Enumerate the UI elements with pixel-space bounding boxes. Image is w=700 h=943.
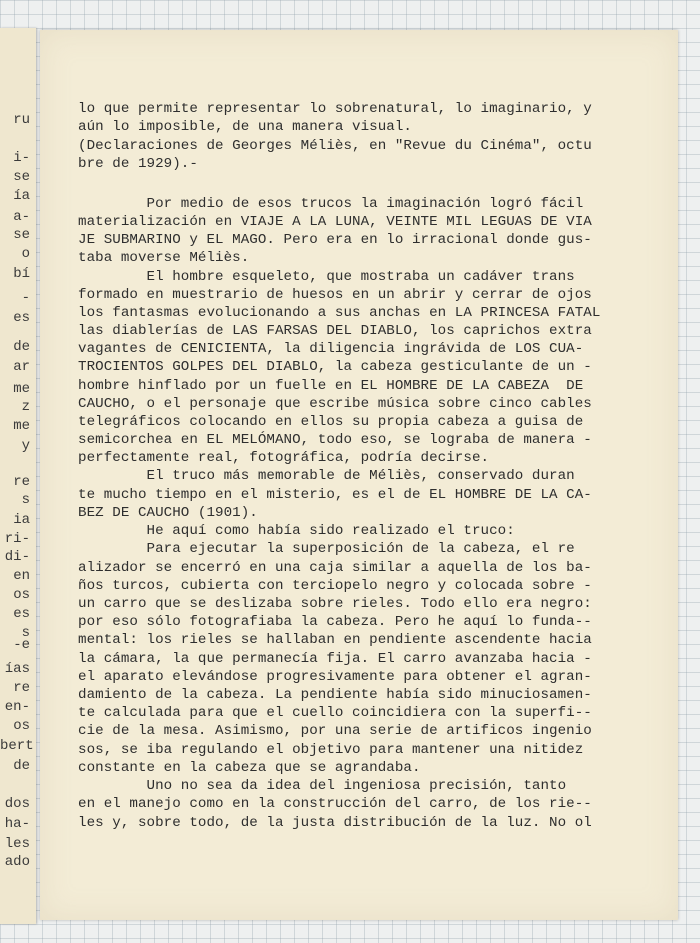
margin-fragment: ru bbox=[13, 112, 30, 128]
text-line: formado en muestrario de huesos en un abrir y cerrar de ojos bbox=[78, 287, 592, 303]
text-line: Uno no sea da idea del ingeniosa precisión, tanto bbox=[78, 778, 567, 794]
margin-fragment: es bbox=[13, 310, 30, 326]
margin-fragment: s bbox=[21, 492, 30, 508]
text-line: las diablerías de LAS FARSAS DEL DIABLO, los caprichos extra bbox=[78, 323, 592, 339]
margin-fragment: bí bbox=[13, 266, 30, 282]
text-line: bre de 1929).- bbox=[78, 156, 198, 172]
margin-fragment: bert bbox=[0, 738, 34, 754]
margin-fragment: -e bbox=[13, 637, 30, 653]
margin-fragment: z bbox=[21, 399, 30, 415]
text-line: cie de la mesa. Asimismo, por una serie de artificos ingenio bbox=[78, 723, 592, 739]
text-line: les y, sobre todo, de la justa distribución de la luz. No ol bbox=[78, 815, 592, 831]
margin-fragment: me bbox=[13, 381, 30, 397]
text-line: lo que permite representar lo sobrenatural, lo imaginario, y bbox=[78, 101, 592, 117]
margin-fragment: en- bbox=[4, 699, 30, 715]
margin-fragment: ri- bbox=[4, 531, 30, 547]
margin-fragment: o bbox=[21, 246, 30, 262]
margin-fragment: de bbox=[13, 758, 30, 774]
margin-fragment: s bbox=[21, 625, 30, 641]
margin-fragment: i- bbox=[13, 150, 30, 166]
text-line: mental: los rieles se hallaban en pendiente ascendente hacia bbox=[78, 632, 592, 648]
text-line: JE SUBMARINO y EL MAGO. Pero era en lo irracional donde gus- bbox=[78, 232, 592, 248]
margin-fragment: dos bbox=[4, 796, 30, 812]
text-line: los fantasmas evolucionando a sus anchas en LA PRINCESA FATAL bbox=[78, 305, 601, 321]
text-line: El truco más memorable de Méliès, conservado duran bbox=[78, 468, 575, 484]
margin-fragment: y bbox=[21, 438, 30, 454]
text-line: la cámara, la que permanecía fija. El carro avanzaba hacia - bbox=[78, 651, 592, 667]
text-line: Por medio de esos trucos la imaginación logró fácil bbox=[78, 196, 584, 212]
text-line: en el manejo como en la construcción del carro, de los rie-- bbox=[78, 796, 592, 812]
margin-fragment: me bbox=[13, 418, 30, 434]
text-line: perfectamente real, fotográfica, podría decirse. bbox=[78, 450, 490, 466]
text-line: hombre hinflado por un fuelle en EL HOMBRE DE LA CABEZA DE bbox=[78, 378, 584, 394]
text-line: el aparato elevándose progresivamente para obtener el agran- bbox=[78, 669, 592, 685]
margin-fragment: se bbox=[13, 169, 30, 185]
margin-fragment: ar bbox=[13, 359, 30, 375]
margin-fragment: de bbox=[13, 339, 30, 355]
text-line: constante en la cabeza que se agrandaba. bbox=[78, 760, 421, 776]
text-line: Para ejecutar la superposición de la cabeza, el re bbox=[78, 541, 575, 557]
margin-fragment: ías bbox=[4, 661, 30, 677]
margin-fragment: ha- bbox=[4, 816, 30, 832]
margin-fragment: a- bbox=[13, 209, 30, 225]
margin-fragment: ado bbox=[4, 854, 30, 870]
margin-fragment: es bbox=[13, 606, 30, 622]
text-line: te calculada para que el cuello coincidiera con la superfi-- bbox=[78, 705, 592, 721]
text-line: TROCIENTOS GOLPES DEL DIABLO, la cabeza gesticulante de un - bbox=[78, 359, 592, 375]
text-line: damiento de la cabeza. La pendiente había sido minuciosamen- bbox=[78, 687, 592, 703]
margin-fragment: en bbox=[13, 568, 30, 584]
text-line: telegráficos colocando en ellos su propia cabeza a guisa de bbox=[78, 414, 584, 430]
text-line: semicorchea en EL MELÓMANO, todo eso, se lograba de manera - bbox=[78, 432, 592, 448]
typewritten-page bbox=[40, 30, 678, 920]
text-line: ños turcos, cubierta con terciopelo negro y colocada sobre - bbox=[78, 578, 592, 594]
margin-fragment: les bbox=[4, 836, 30, 852]
text-line: materialización en VIAJE A LA LUNA, VEINTE MIL LEGUAS DE VIA bbox=[78, 214, 592, 230]
margin-fragment: re bbox=[13, 474, 30, 490]
text-line: por eso sólo fotografiaba la cabeza. Pero he aquí lo funda-- bbox=[78, 614, 592, 630]
margin-fragment: di- bbox=[4, 549, 30, 565]
text-line: He aquí como había sido realizado el truco: bbox=[78, 523, 515, 539]
margin-fragment: ia bbox=[13, 512, 30, 528]
text-line: alizador se encerró en una caja similar a aquella de los ba- bbox=[78, 560, 592, 576]
margin-fragment: re bbox=[13, 680, 30, 696]
previous-page-edge bbox=[0, 28, 36, 924]
text-line: El hombre esqueleto, que mostraba un cadáver trans bbox=[78, 269, 575, 285]
text-line: (Declaraciones de Georges Méliès, en "Revue du Cinéma", octu bbox=[78, 138, 592, 154]
margin-fragment: - bbox=[21, 290, 30, 306]
margin-fragment: os bbox=[13, 718, 30, 734]
margin-fragment: os bbox=[13, 587, 30, 603]
text-line: un carro que se deslizaba sobre rieles. Todo ello era negro: bbox=[78, 596, 592, 612]
text-line: CAUCHO, o el personaje que escribe música sobre cinco cables bbox=[78, 396, 592, 412]
text-line: aún lo imposible, de una manera visual. bbox=[78, 119, 412, 135]
margin-fragment: se bbox=[13, 227, 30, 243]
text-line: taba moverse Méliès. bbox=[78, 250, 250, 266]
text-line: te mucho tiempo en el misterio, es el de EL HOMBRE DE LA CA- bbox=[78, 487, 592, 503]
text-line: vagantes de CENICIENTA, la diligencia ingrávida de LOS CUA- bbox=[78, 341, 584, 357]
text-line: sos, se iba regulando el objetivo para mantener una nitidez bbox=[78, 742, 584, 758]
margin-fragment: ía bbox=[13, 188, 30, 204]
text-line: BEZ DE CAUCHO (1901). bbox=[78, 505, 258, 521]
